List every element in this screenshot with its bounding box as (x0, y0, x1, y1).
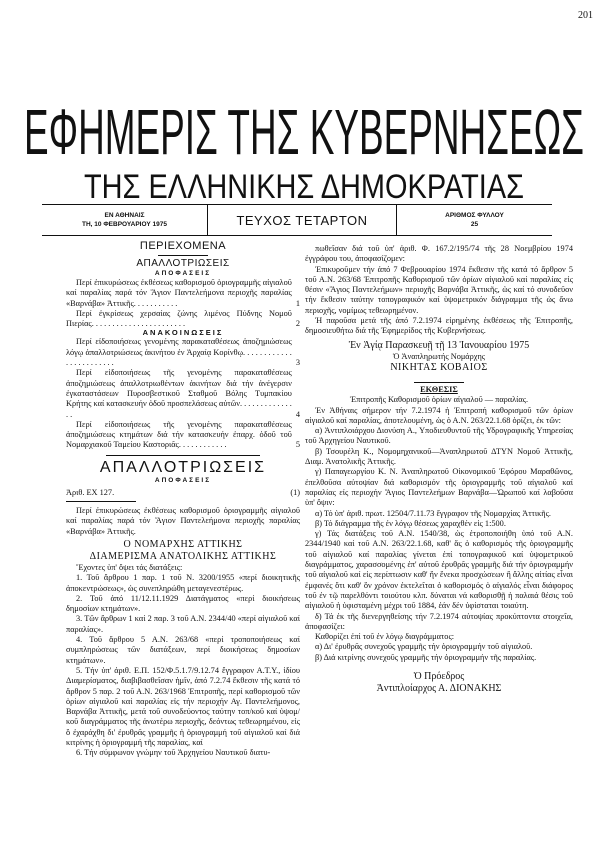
toc-entry (66, 337, 300, 368)
toc-entry-text: Περί ἐγκρίσεως χερσαίας ζώνης λιμένος Πύδνης Νομοῦ Πιερίας. . . . . . . . . . . . . . . . . . . . . . . (66, 308, 292, 329)
toc-section-title: ΑΝΑΚΟΙΝΩΣΕΙΣ (142, 328, 224, 338)
paragraph: δ) Τά ἐκ τῆς διενεργηθείσης τήν 7.2.1974 αὐτοψίας προκύπτοντα στοιχεῖα, ἀποφασίζει: (305, 611, 573, 631)
issue-place: ΕΝ ΑΘΗΝΑΙΣ (104, 212, 145, 219)
decision-ref (66, 488, 300, 498)
paragraph: α) Τό ὑπ' ἀριθ. πρωτ. 12504/7.11.73 ἔγγραφον τῆς Νομαρχίας Ἀττικῆς. (315, 508, 552, 518)
masthead-subtitle (84, 166, 524, 204)
right-column (305, 244, 573, 695)
paragraph: 5. Τήν ὑπ' ἀριθ. Ε.Π. 152/Φ.5.1.7/9.12.74 ἔγγραφον Α.Τ.Υ., ἰδίου Διαμερίσματος, διαβιβασθεῖσαν ἡμῖν, ἀπό 7.2.74 ἔκθεσιν τῆς κατά τό ἄρθρον 5 παρ. 2 τοῦ Α.Ν. 263/1968 Ἐπιτροπῆς, περί καθορισμοῦ τῶν ὁρίων αἰγιαλοῦ καί παραλίας εἰς τήν περιοχήν Αγ. Παντελεήμονος, Βαρνάβα Ἀττικῆς, μετά τοῦ συνοδεύοντος ταύτην τοπ/κοῦ καί ὑψομ/κοῦ διαγράμματος τῆς ἀνωτέρω περιοχῆς, δεόντως τεθεωρημένου, εἰς ὃ ἐχαράχθη δι' ἐρυθρᾶς γραμμῆς ἡ ὁριογραμμή τοῦ αἰγιαλοῦ καί διά κιτρίνης ἡ ὁριογραμμή τῆς παραλίας, καί (66, 665, 300, 747)
toc-entry-text: Περί εἰδοποιήσεως τῆς γενομένης παρακαταθέσεως ἀποζημιώσεως κτημάτων διά τήν κατασκευήν ἐπαρχ. ὁδοῦ τοῦ Νομαρχιακοῦ Ταμείου Καστοριᾶς. . . . . . . . . . . . (66, 419, 292, 450)
toc-entry (66, 309, 300, 330)
sheet-number-block (397, 205, 552, 235)
paragraph: 2. Τοῦ ἀπό 11/12.11.1929 Διατάγματος «περί διοικήσεως δημοσίων κτημάτων». (66, 593, 300, 614)
divider (158, 255, 208, 256)
paragraph: α) Δι' ἐρυθρᾶς συνεχοῦς γραμμῆς τήν ὁριογραμμήν τοῦ αἰγιαλοῦ. (315, 642, 533, 652)
paragraph: γ) Παπαγεωργίου Κ. Ν. Ἀναπληρωτοῦ Οἰκονομικοῦ Ἐφόρου Μαραθῶνος, ἐπελθοῦσα αὐτοψίαν διά καθορισμόν τῆς ὁριογραμμῆς τοῦ αἰγιαλοῦ καί παραλίας εἰς περιοχήν Ἅγιος Παντελεήμων Βαρνάβα—Ὠρωποῦ καί λαβοῦσα ὑπ' ὄψιν: (305, 467, 573, 508)
paragraph: 6. Τήν σύμφωνον γνώμην τοῦ Ἀρχηγείου Ναυτικοῦ διατυ- (76, 748, 271, 758)
report-title: ΕΚΘΕΣΙΣ (420, 384, 458, 394)
issue-date-block (42, 205, 207, 235)
toc-entry-text: Περί ἐπικυρώσεως ἐκθέσεως καθορισμοῦ ὁριογραμμῆς αἰγιαλοῦ καί παραλίας παρά τόν Ἅγιον Παντελεήμονα περιοχῆς παραλίας «Βαρνάβα» Ἀττικῆς. . . . . . . . . . . (66, 278, 292, 308)
toc-entry (66, 368, 300, 419)
masthead-subtitle-text: ΤΗΣ ΕΛΛΗΝΙΚΗΣ ΔΗΜΟΚΡΑΤΙΑΣ (84, 168, 524, 206)
left-column (66, 240, 300, 759)
authority-subtitle: ΔΙΑΜΕΡΙΣΜΑ ΑΝΑΤΟΛΙΚΗΣ ΑΤΤΙΚΗΣ (89, 550, 277, 562)
preamble: Ἔχοντες ὑπ' ὄψει τάς διατάξεις: (76, 562, 183, 572)
toc-section-subtitle: ΑΠΟΦΑΣΕΙΣ (154, 270, 212, 277)
toc-entry-page: 4 (295, 409, 300, 419)
paragraph: 3. Τῶν ἄρθρων 1 καί 2 παρ. 3 τοῦ Α.Ν. 2344/40 «περί αἰγιαλοῦ καί παραλίας». (66, 614, 300, 634)
page-number: 201 (578, 10, 593, 21)
section-title: ΑΠΑΛΛΟΤΡΙΩΣΕΙΣ (99, 458, 267, 476)
issue-header (42, 204, 552, 236)
paragraph: Ἡ παροῦσα μετά τῆς ἀπό 7.2.1974 εἰρημένης ἐκθέσεως τῆς Ἐπιτροπῆς, δημοσιευθήτω διά τῆς Ἐφημερίδος τῆς Κυβερνήσεως. (305, 316, 573, 336)
contents-title: ΠΕΡΙΕΧΟΜΕΝΑ (139, 240, 227, 252)
paragraph: α) Ἀντιπλοιάρχου Διονύση Α., Υποδιευθυντοῦ τῆς Υδρογραφικῆς Υπηρεσίας τοῦ Ἀρχηγείου Ναυτικοῦ. (305, 426, 573, 446)
signer-title: Ὁ Ἀναπληρωτής Νομάρχης (392, 351, 486, 361)
divider (66, 501, 136, 502)
signer-name: ΝΙΚΗΤΑΣ ΚΟΒΑΙΟΣ (390, 361, 488, 373)
toc-entry (66, 278, 300, 309)
masthead-title-text: ΕΦΗΜΕΡΙΣ ΤΗΣ ΚΥΒΕΡΝΗΣΕΩΣ (24, 96, 584, 168)
toc-entry-page: 5 (295, 440, 300, 450)
toc-entry-page: 3 (295, 358, 300, 368)
toc-entry (66, 420, 300, 451)
toc-list (66, 278, 300, 329)
decision-subject: Περί ἐπικυρώσεως ἐκθέσεως καθορισμοῦ ὁριογραμμῆς αἰγιαλοῦ καί παραλίας παρά τόν Ἅγιον Παντελεήμονα περιοχῆς παραλίας «Βαρνάβα» Ἀττικῆς. (66, 506, 300, 536)
paragraph: Ἐν Ἀθήναις σήμερον τήν 7.2.1974 ἡ Ἐπιτροπή καθορισμοῦ τῶν ὁρίων αἰγιαλοῦ καί παραλίας, ἀποτελουμένη, ὡς ὁ Α.Ν. 263/22.1.68 ὁρίζει, ἐκ τῶν: (305, 405, 573, 425)
place-date: Ἐν Ἁγίᾳ Παρασκευῇ τῇ 13 Ἰανουαρίου 1975 (348, 339, 530, 351)
toc-entry-page: 2 (295, 319, 300, 329)
paragraph: β) Τσουρέλη Κ., Νομομηχανικοῦ—Ἀναπληρωτοῦ ΔΤΥΝ Νομοῦ Ἀττικῆς, Διαμ. Ἀνατολικῆς Ἀττικῆς. (305, 446, 573, 467)
issue-date: ΤΗ, 10 ΦΕΒΡΟΥΑΡΙΟΥ 1975 (82, 221, 167, 228)
decision-number: Ἀριθ. ΕΧ 127. (66, 487, 115, 497)
paragraph: γ) Τάς διατάξεις τοῦ Α.Ν. 1540/38, ὡς ἐτροποποιήθη ὑπό τοῦ Α.Ν. 2344/1940 καί τοῦ Α.Ν. 263/22.1.68, καθ' ἅς ὁ καθορισμός τῆς ὁριογραμμῆς τοῦ αἰγιαλοῦ καί παραλίας γίνεται ἐπί τοπογραφικοῦ καί ὑψομετρικοῦ διαγράμματος, χαρασσομένης ἐπ' αὐτοῦ ἐρυθρᾶς γραμμῆς διά τήν ὁριογραμμήν τοῦ αἰγιαλοῦ καί εἰς περίπτωσιν καθ' ἥν ἕνεκα προσχώσεων ἢ ἄλλης αἰτίας εἶναι ἐμφανές ὅτι καθ' ὃν χρόνον ἐκτελεῖται ὁ καθορισμός ὁ αἰγιαλός εἶναι διάφορος τοῦ ἐν τῷ παρελθόντι τοιούτου κλπ. δύναται νά καθορισθῇ ἡ παλαιά θέσις τοῦ αἰγιαλοῦ ἡ ὑφισταμένη μέχρι τοῦ 1884, ἐάν δέν ὑφίσταται τοιαύτη. (305, 529, 573, 611)
toc-entry-text: Περί εἰδοποιήσεως γενομένης παρακαταθέσεως ἀποζημιώσεως λόγῳ ἀπαλλοτριώσεως ἀκινήτου ἐν Ἀρχαίᾳ Κορίνθῳ. . . . . . . . . . . . . . . . . . . . . . . . (66, 337, 292, 368)
paragraph: Καθορίζει ἐπί τοῦ ἐν λόγῳ διαγράμματος: (315, 632, 455, 642)
paragraph: β) Διά κιτρίνης συνεχοῦς γραμμῆς τήν ὁριογραμμήν τῆς παραλίας. (315, 652, 537, 662)
section-subtitle: ΑΠΟΦΑΣΕΙΣ (154, 476, 212, 484)
sheet-number: 25 (470, 221, 479, 228)
sheet-label: ΑΡΙΘΜΟΣ ΦΥΛΛΟΥ (445, 212, 504, 219)
president-title: Ὁ Πρόεδρος (413, 670, 465, 682)
toc-list (66, 337, 300, 450)
issue-volume-label: ΤΕΥΧΟΣ ΤΕΤΑΡΤΟΝ (236, 212, 368, 228)
toc-entry-page: 1 (295, 298, 300, 308)
authority-title: Ο ΝΟΜΑΡΧΗΣ ΑΤΤΙΚΗΣ (123, 538, 243, 550)
paragraph: Ἐπικυροῦμεν τήν ἀπό 7 Φεβρουαρίου 1974 ἔκθεσιν τῆς κατά τό ἄρθρον 5 τοῦ Α.Ν. 263/68 Ἐπιτροπῆς Καθορισμοῦ τῶν ὁρίων αἰγιαλοῦ καί παραλίας εἰς θέσιν «Ἅγιος Παντελεήμων» περιοχῆς Βαρνάβα Ἀττικῆς, ὡς καί τό συνοδεῦον τήν ἔκθεσιν ταύτην τοπογραφικόν καί ὑψομετρικόν διάγραμμα τῆς ὡς ἄνω περιοχῆς, νομίμως τεθεωρημένον. (305, 264, 573, 315)
paragraph: πωθεῖσαν διά τοῦ ὑπ' ἀριθ. Φ. 167.2/195/74 τῆς 28 Νοεμβρίου 1974 ἐγγράφου του, ἀποφασίζομεν: (305, 244, 573, 264)
paragraph: 4. Τοῦ ἄρθρου 5 Α.Ν. 263/68 «περί τροποποιήσεως καί συμπληρώσεως τῶν διατάξεων, περί διοικήσεως δημοσίων κτημάτων». (66, 635, 300, 665)
president-name: Ἀντιπλοίαρχος Α. ΔΙΟΝΑΚΗΣ (376, 682, 502, 694)
toc-section-title: ΑΠΑΛΛΟΤΡΙΩΣΕΙΣ (136, 258, 230, 269)
report-body (305, 406, 573, 663)
paragraph: 1. Τοῦ ἄρθρου 1 παρ. 1 τοῦ Ν. 3200/1955 «περί διοικητικῆς ἀποκεντρώσεως», ὡς συνεπληρώθη μεταγενεστέρως. (66, 573, 300, 593)
decision-body (305, 244, 573, 337)
decision-index: (1) (290, 487, 300, 497)
report-subtitle: Ἐπιτροπῆς Καθορισμοῦ ὁρίων αἰγιαλοῦ — παραλίας. (349, 395, 529, 405)
toc-entry-text: Περί εἰδοποιήσεως τῆς γενομένης παρακαταθέσεως ἀποζημιώσεως ἀπαλλοτριωθέντων ἀκινήτων διά τήν ἀνέγερσιν ἐγκαταστάσεων Πυροσβεστικοῦ Σταθμοῦ Βόλης Τυμπακίου Κρήτης καί κατασκευήν ὁδοῦ προσπελάσεως αὐτῶν. . . . . . . . . . . . . . . (66, 368, 292, 419)
divider (106, 455, 260, 456)
masthead-title (24, 92, 584, 168)
paragraph: β) Τό διάγραμμα τῆς ἐν λόγῳ θέσεως χαραχθέν εἰς 1:500. (315, 518, 506, 528)
provisions (66, 573, 300, 758)
issue-volume (207, 205, 397, 235)
divider (414, 382, 464, 383)
